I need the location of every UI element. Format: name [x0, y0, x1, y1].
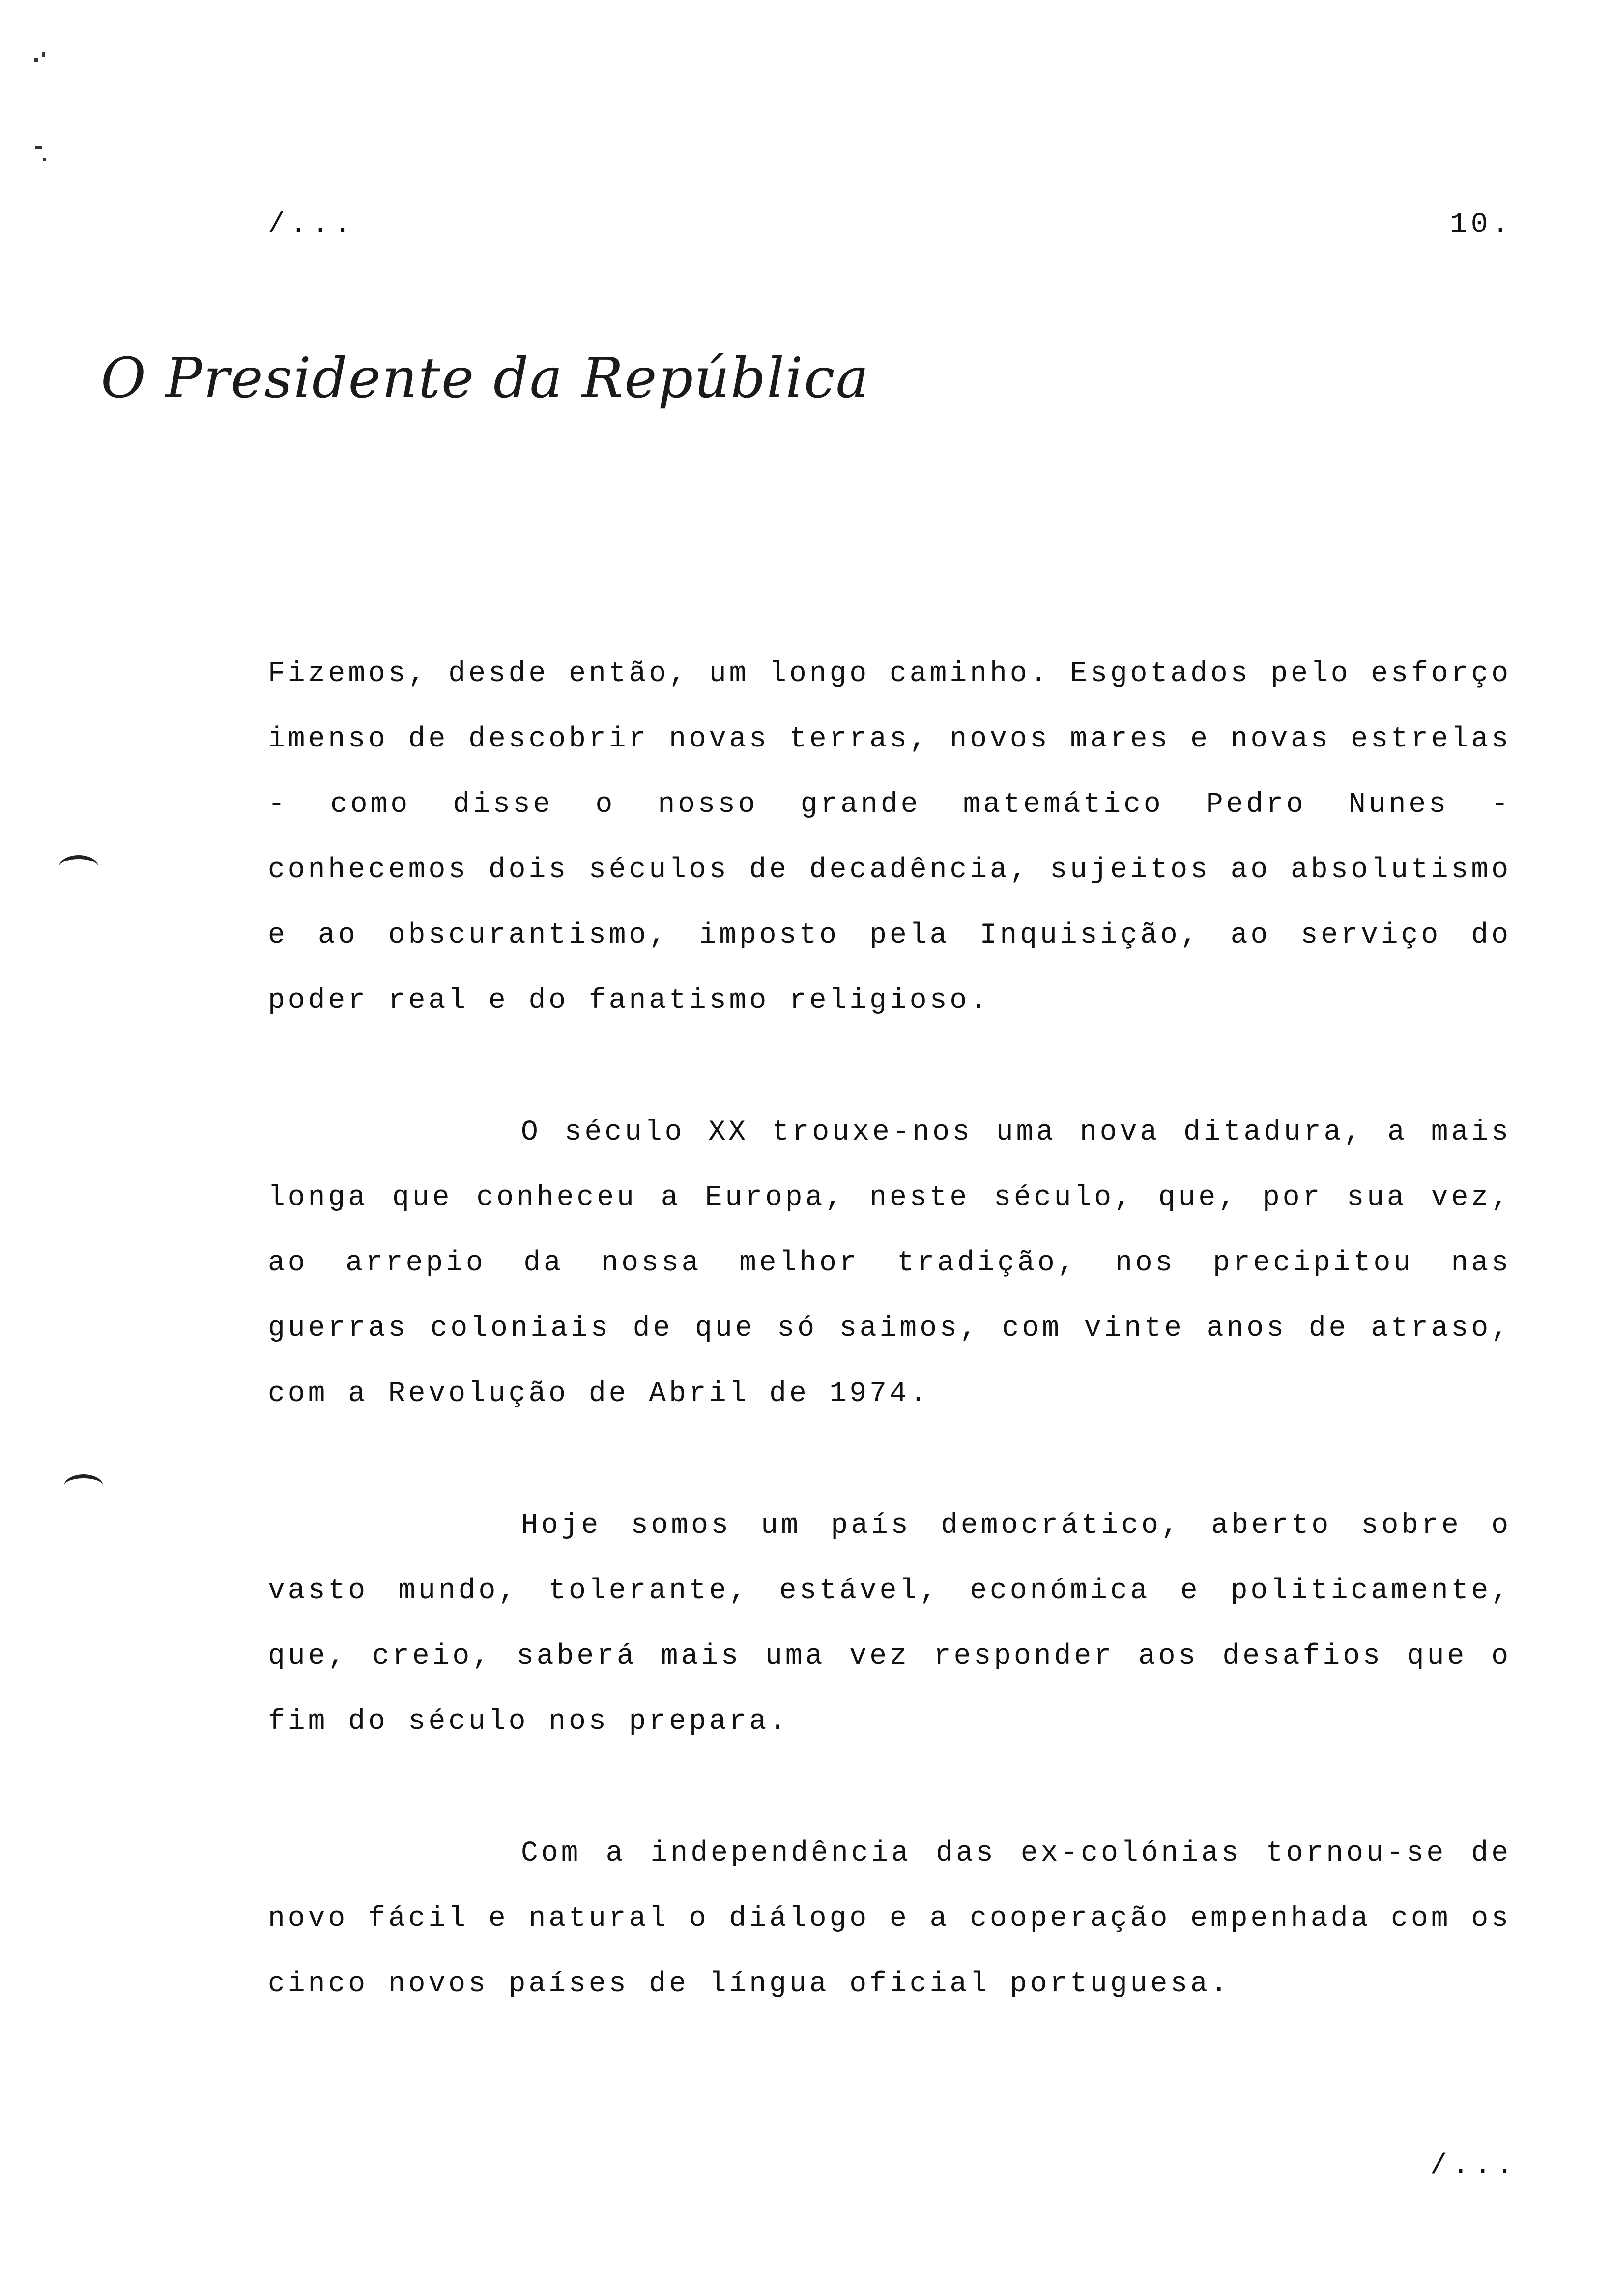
letter-body — [268, 641, 1511, 2083]
paragraph: Com a independência das ex-colónias tornou-se de novo fácil e natural o diálogo e a cooperação empenhada com os cinco novos países de língua oficial portuguesa. — [268, 1837, 1511, 2000]
punch-hole-mark — [59, 855, 98, 879]
punch-hole-mark — [64, 1474, 103, 1498]
letterhead-title: O Presidente da República — [101, 346, 870, 410]
scan-mark — [42, 52, 45, 57]
paragraph: Hoje somos um país democrático, aberto sobre o vasto mundo, tolerante, estável, económica e politicamente, que, creio, saberá mais uma vez responder aos desafios que o fim do século nos prepara. — [268, 1510, 1511, 1738]
paragraph: Fizemos, desde então, um longo caminho. Esgotados pelo esforço imenso de descobrir novas terras, novos mares e novas estrelas - como disse o nosso grande matemático Pedro Nunes - conhecemos dois séculos de decadência, sujeitos ao absolutismo e ao obscurantismo, imposto pela Inquisição, ao serviço do poder real e do fanatismo religioso. — [268, 658, 1511, 1017]
scan-mark — [43, 158, 46, 161]
scan-mark — [34, 58, 38, 62]
continuation-marker-bottom: /... — [1430, 2150, 1519, 2182]
paragraph: O século XX trouxe-nos uma nova ditadura, a mais longa que conheceu a Europa, neste século, que, por sua vez, ao arrepio da nossa melhor tradição, nos precipitou nas guerras coloniais de que só saimos, com vinte anos de atraso, com a Revolução de Abril de 1974. — [268, 1117, 1511, 1410]
scan-mark — [35, 146, 42, 149]
page-number: 10. — [1450, 209, 1513, 241]
continuation-marker-top: /... — [268, 209, 356, 241]
